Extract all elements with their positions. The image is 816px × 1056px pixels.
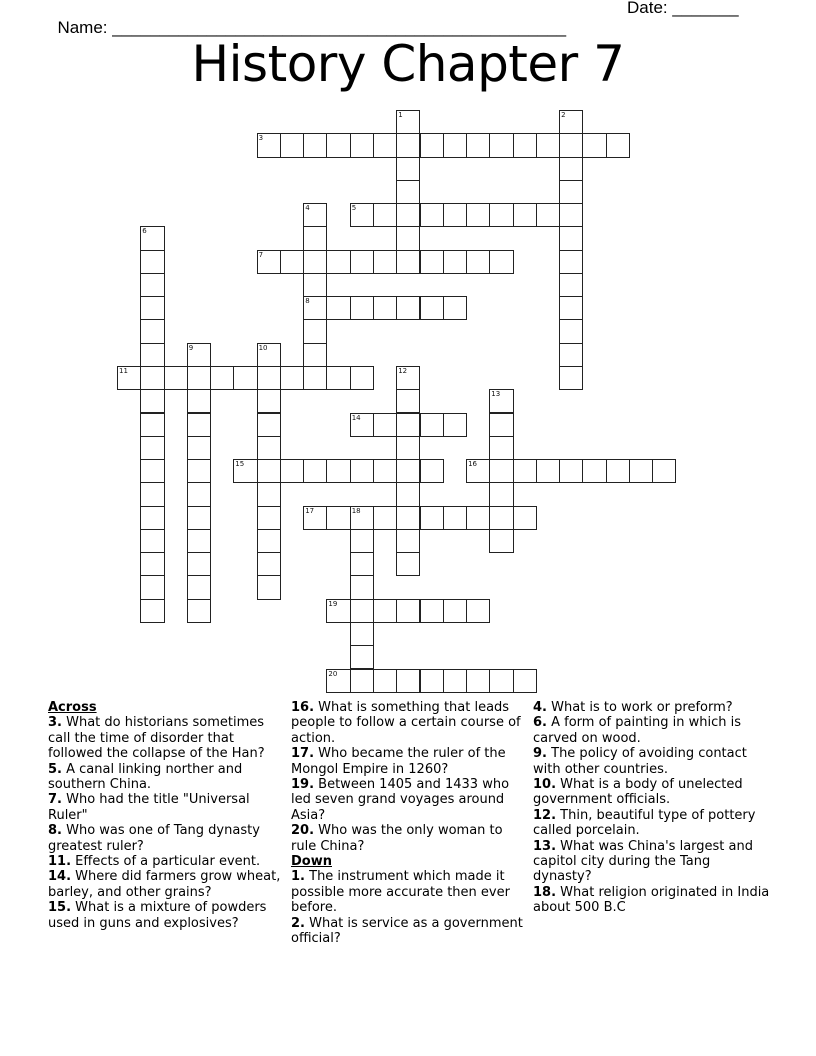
clue-number-label: 7 — [258, 250, 264, 259]
crossword-cell[interactable] — [187, 413, 211, 437]
crossword-cell[interactable] — [396, 389, 420, 413]
crossword-cell[interactable] — [373, 669, 397, 693]
crossword-cell[interactable] — [257, 482, 281, 506]
clue-number: 15. — [48, 900, 72, 916]
crossword-cell[interactable] — [257, 506, 281, 530]
crossword-cell[interactable] — [303, 506, 327, 530]
crossword-cell[interactable] — [303, 203, 327, 227]
crossword-cell[interactable] — [257, 436, 281, 460]
clue-text: What is something that leads people to follow a certain course of action. — [291, 700, 521, 746]
crossword-cell[interactable] — [326, 250, 350, 274]
crossword-cell[interactable] — [559, 250, 583, 274]
clue-down-2 — [291, 916, 529, 947]
crossword-cell[interactable] — [140, 413, 164, 437]
clue-text: Effects of a particular event. — [75, 854, 261, 870]
crossword-cell[interactable] — [443, 203, 467, 227]
crossword-cell[interactable] — [140, 506, 164, 530]
crossword-cell[interactable] — [420, 203, 444, 227]
clue-across-14 — [48, 869, 286, 900]
crossword-cell[interactable] — [140, 575, 164, 599]
clue-text: What is service as a government official? — [291, 915, 523, 947]
crossword-cell[interactable] — [303, 296, 327, 320]
crossword-cell[interactable] — [117, 366, 141, 390]
crossword-cell[interactable] — [257, 413, 281, 437]
crossword-cell[interactable] — [257, 389, 281, 413]
clue-text: Who was one of Tang dynasty greatest ruler? — [48, 823, 260, 854]
clue-across-15 — [48, 900, 286, 931]
clue-text: Between 1405 and 1433 who led seven grand voyages around Asia? — [291, 777, 510, 823]
crossword-cell[interactable] — [373, 296, 397, 320]
clues-column-1 — [48, 700, 286, 931]
crossword-cell[interactable] — [303, 250, 327, 274]
crossword-cell[interactable] — [164, 366, 188, 390]
clue-number: 3. — [48, 715, 62, 731]
crossword-cell[interactable] — [350, 575, 374, 599]
clue-number: 12. — [533, 807, 557, 823]
crossword-cell[interactable] — [559, 459, 583, 483]
clue-number: 20. — [291, 823, 315, 839]
crossword-cell[interactable] — [489, 389, 513, 413]
crossword-cell[interactable] — [257, 366, 281, 390]
crossword-cell[interactable] — [536, 203, 560, 227]
crossword-cell[interactable] — [420, 296, 444, 320]
clue-down-6 — [533, 715, 771, 746]
clue-text: A form of painting in which is carved on wood. — [533, 715, 742, 746]
clue-number-label: 17 — [305, 506, 315, 515]
crossword-cell[interactable] — [350, 203, 374, 227]
crossword-cell[interactable] — [373, 203, 397, 227]
clue-text: The instrument which made it possible more accurate then ever before. — [291, 869, 510, 916]
clue-across-17 — [291, 746, 529, 777]
clue-number: 14. — [48, 869, 72, 885]
crossword-cell[interactable] — [187, 366, 211, 390]
crossword-cell[interactable] — [396, 482, 420, 506]
crossword-cell[interactable] — [466, 133, 490, 157]
page-title: History Chapter 7 — [191, 35, 625, 93]
crossword-cell[interactable] — [350, 250, 374, 274]
crossword-cell[interactable] — [280, 366, 304, 390]
crossword-cell[interactable] — [257, 459, 281, 483]
clue-number: 8. — [48, 823, 62, 839]
crossword-cell[interactable] — [559, 319, 583, 343]
clue-across-5 — [48, 762, 286, 793]
crossword-cell[interactable] — [513, 669, 537, 693]
crossword-cell[interactable] — [466, 599, 490, 623]
crossword-cell[interactable] — [373, 413, 397, 437]
crossword-cell[interactable] — [187, 459, 211, 483]
clue-down-18 — [533, 885, 771, 916]
crossword-cell[interactable] — [396, 203, 420, 227]
clue-number-label: 5 — [351, 204, 357, 213]
crossword-cell[interactable] — [513, 133, 537, 157]
clue-text: A canal linking norther and southern China. — [48, 761, 243, 793]
crossword-cell[interactable] — [466, 250, 490, 274]
crossword-cell[interactable] — [489, 250, 513, 274]
crossword-cell[interactable] — [513, 506, 537, 530]
crossword-cell[interactable] — [420, 669, 444, 693]
clue-number-label: 6 — [142, 227, 147, 236]
crossword-cell[interactable] — [187, 552, 211, 576]
clue-text: Who became the ruler of the Mongol Empire in 1260? — [291, 746, 506, 777]
crossword-cell[interactable] — [443, 296, 467, 320]
crossword-cell[interactable] — [489, 203, 513, 227]
crossword-cell[interactable] — [559, 296, 583, 320]
crossword-cell[interactable] — [187, 575, 211, 599]
crossword-cell[interactable] — [280, 250, 304, 274]
clue-down-9 — [533, 746, 771, 777]
crossword-cell[interactable] — [140, 529, 164, 553]
clue-number-label: 20 — [328, 669, 338, 678]
crossword-cell[interactable] — [280, 133, 304, 157]
crossword-cell[interactable] — [466, 506, 490, 530]
crossword-cell[interactable] — [187, 436, 211, 460]
clue-down-4 — [533, 700, 771, 715]
crossword-cell[interactable] — [420, 599, 444, 623]
crossword-cell[interactable] — [350, 645, 374, 669]
crossword-cell[interactable] — [489, 669, 513, 693]
crossword-cell[interactable] — [373, 133, 397, 157]
crossword-cell[interactable] — [536, 133, 560, 157]
clue-number-label: 11 — [119, 367, 128, 375]
clue-number: 11. — [48, 854, 72, 870]
crossword-cell[interactable] — [326, 296, 350, 320]
down-heading: Down — [291, 854, 332, 870]
crossword-cell[interactable] — [466, 669, 490, 693]
crossword-cell[interactable] — [187, 599, 211, 623]
crossword-cell[interactable] — [420, 250, 444, 274]
crossword-cell[interactable] — [140, 250, 164, 274]
clue-text: What is a body of unelected government officials. — [533, 777, 743, 808]
crossword-cell[interactable] — [326, 506, 350, 530]
crossword-cell[interactable] — [396, 157, 420, 181]
crossword-cell[interactable] — [187, 389, 211, 413]
crossword-cell[interactable] — [373, 459, 397, 483]
crossword-cell[interactable] — [303, 366, 327, 390]
clue-number: 7. — [48, 792, 62, 808]
clue-number-label: 12 — [398, 367, 408, 375]
clue-number-label: 18 — [351, 506, 361, 515]
clue-number-label: 16 — [468, 460, 478, 469]
crossword-cell[interactable] — [443, 250, 467, 274]
crossword-cell[interactable] — [257, 250, 281, 274]
crossword-cell[interactable] — [396, 413, 420, 437]
clue-across-8 — [48, 823, 286, 854]
crossword-cell[interactable] — [559, 157, 583, 181]
crossword-cell[interactable] — [559, 273, 583, 297]
crossword-cell[interactable] — [582, 133, 606, 157]
clue-number-label: 13 — [491, 390, 501, 399]
crossword-cell[interactable] — [559, 343, 583, 367]
crossword-cell[interactable] — [443, 669, 467, 693]
crossword-cell[interactable] — [140, 482, 164, 506]
crossword-cell[interactable] — [350, 459, 374, 483]
clue-number-label: 1 — [398, 111, 403, 119]
clue-across-11 — [48, 854, 286, 869]
crossword-cell[interactable] — [326, 669, 350, 693]
crossword-cell[interactable] — [233, 459, 257, 483]
crossword-cell[interactable] — [396, 250, 420, 274]
crossword-cell[interactable] — [350, 506, 374, 530]
crossword-cell[interactable] — [396, 110, 420, 134]
clue-number-label: 2 — [561, 111, 566, 119]
crossword-cell[interactable] — [396, 552, 420, 576]
clue-number-label: 3 — [258, 134, 264, 143]
crossword-cell[interactable] — [559, 133, 583, 157]
clue-across-20 — [291, 823, 529, 854]
clue-down-10 — [533, 777, 771, 808]
crossword-cell[interactable] — [396, 529, 420, 553]
clue-across-19 — [291, 777, 529, 823]
clue-number-label: 9 — [188, 343, 194, 352]
crossword-cell[interactable] — [396, 506, 420, 530]
crossword-cell[interactable] — [536, 459, 560, 483]
crossword-cell[interactable] — [303, 133, 327, 157]
clue-number: 18. — [533, 884, 557, 900]
crossword-cell[interactable] — [187, 506, 211, 530]
clue-down-13 — [533, 839, 771, 885]
crossword-cell[interactable] — [559, 366, 583, 390]
crossword-cell[interactable] — [466, 203, 490, 227]
crossword-cell[interactable] — [559, 226, 583, 250]
crossword-cell[interactable] — [559, 180, 583, 204]
crossword-cell[interactable] — [513, 203, 537, 227]
crossword-cell[interactable] — [350, 133, 374, 157]
crossword-cell[interactable] — [396, 459, 420, 483]
crossword-cell[interactable] — [396, 436, 420, 460]
crossword-cell[interactable] — [140, 459, 164, 483]
clue-down-1 — [291, 869, 529, 915]
crossword-cell[interactable] — [350, 366, 374, 390]
crossword-cell[interactable] — [233, 366, 257, 390]
clue-number: 13. — [533, 838, 557, 854]
clue-text: Where did farmers grow wheat, barley, and other grains? — [48, 869, 281, 900]
clue-across-16 — [291, 700, 529, 746]
crossword-cell[interactable] — [140, 552, 164, 576]
crossword-cell[interactable] — [489, 529, 513, 553]
clue-across-3 — [48, 715, 286, 761]
crossword-cell[interactable] — [559, 110, 583, 134]
clue-number: 9. — [533, 746, 547, 762]
clue-text: Who had the title "Universal Ruler" — [48, 792, 250, 823]
crossword-cell[interactable] — [489, 482, 513, 506]
crossword-cell[interactable] — [350, 552, 374, 576]
crossword-cell[interactable] — [373, 250, 397, 274]
crossword-cell[interactable] — [303, 273, 327, 297]
crossword-cell[interactable] — [303, 319, 327, 343]
crossword-cell[interactable] — [350, 296, 374, 320]
crossword-cell[interactable] — [140, 273, 164, 297]
clue-text: What is to work or preform? — [551, 700, 733, 715]
clue-number-label: 15 — [235, 460, 245, 469]
clue-number: 17. — [291, 746, 315, 762]
crossword-cell[interactable] — [443, 133, 467, 157]
crossword-cell[interactable] — [350, 622, 374, 646]
crossword-cell[interactable] — [350, 529, 374, 553]
crossword-cell[interactable] — [443, 506, 467, 530]
clue-number-label: 10 — [258, 343, 268, 352]
crossword-cell[interactable] — [303, 459, 327, 483]
crossword-cell[interactable] — [257, 343, 281, 367]
clue-number: 10. — [533, 777, 557, 793]
clue-number: 5. — [48, 761, 62, 777]
crossword-cell[interactable] — [466, 459, 490, 483]
crossword-cell[interactable] — [559, 203, 583, 227]
clues-column-2 — [291, 700, 529, 947]
crossword-cell[interactable] — [606, 459, 630, 483]
crossword-cell[interactable] — [140, 226, 164, 250]
clue-number: 4. — [533, 700, 547, 715]
crossword-cell[interactable] — [187, 343, 211, 367]
crossword-cell[interactable] — [443, 599, 467, 623]
across-heading: Across — [48, 700, 97, 715]
clue-number: 2. — [291, 915, 305, 931]
crossword-cell[interactable] — [420, 506, 444, 530]
crossword-cell[interactable] — [303, 226, 327, 250]
crossword-cell[interactable] — [489, 413, 513, 437]
crossword-cell[interactable] — [326, 366, 350, 390]
crossword-cell[interactable] — [396, 296, 420, 320]
crossword-cell[interactable] — [373, 506, 397, 530]
crossword-cell[interactable] — [489, 133, 513, 157]
crossword-cell[interactable] — [396, 599, 420, 623]
crossword-cell[interactable] — [373, 599, 397, 623]
clue-text: Who was the only woman to rule China? — [291, 823, 503, 854]
clue-number-label: 14 — [351, 413, 361, 422]
clue-number: 6. — [533, 715, 547, 731]
crossword-cell[interactable] — [280, 459, 304, 483]
crossword-cell[interactable] — [257, 575, 281, 599]
crossword-cell[interactable] — [187, 529, 211, 553]
crossword-cell[interactable] — [396, 669, 420, 693]
crossword-cell[interactable] — [140, 343, 164, 367]
crossword-cell[interactable] — [420, 133, 444, 157]
crossword-cell[interactable] — [187, 482, 211, 506]
clue-number: 19. — [291, 777, 315, 793]
clue-number: 16. — [291, 700, 315, 715]
crossword-cell[interactable] — [396, 366, 420, 390]
crossword-cell[interactable] — [652, 459, 676, 483]
clue-number-label: 4 — [305, 204, 310, 213]
crossword-cell[interactable] — [140, 296, 164, 320]
date-field-label[interactable]: Date: _______ — [627, 0, 739, 17]
crossword-cell[interactable] — [326, 459, 350, 483]
clue-text: What is a mixture of powders used in guns and explosives? — [48, 900, 267, 931]
crossword-cell[interactable] — [210, 366, 234, 390]
clue-text: What religion originated in India about 500 B.C — [533, 884, 770, 916]
crossword-cell[interactable] — [420, 413, 444, 437]
crossword-cell[interactable] — [326, 133, 350, 157]
crossword-cell[interactable] — [257, 529, 281, 553]
crossword-cell[interactable] — [257, 133, 281, 157]
crossword-cell[interactable] — [350, 599, 374, 623]
crossword-cell[interactable] — [443, 413, 467, 437]
clue-number-label: 19 — [328, 599, 338, 608]
crossword-cell[interactable] — [396, 180, 420, 204]
clue-text: What was China's largest and capitol city during the Tang dynasty? — [533, 838, 753, 885]
crossword-cell[interactable] — [350, 413, 374, 437]
clue-text: The policy of avoiding contact with other countries. — [533, 746, 747, 777]
crossword-cell[interactable] — [257, 552, 281, 576]
crossword-cell[interactable] — [140, 366, 164, 390]
crossword-cell[interactable] — [629, 459, 653, 483]
crossword-cell[interactable] — [140, 436, 164, 460]
crossword-cell[interactable] — [350, 669, 374, 693]
clue-text: Thin, beautiful type of pottery called porcelain. — [533, 807, 756, 839]
crossword-cell[interactable] — [489, 436, 513, 460]
crossword-cell[interactable] — [396, 226, 420, 250]
clue-text: What do historians sometimes call the time of disorder that followed the collapse of the Han? — [48, 715, 265, 762]
clue-number-label: 8 — [305, 297, 310, 306]
clues-column-3 — [533, 700, 771, 916]
crossword-cell[interactable] — [420, 459, 444, 483]
clue-number: 1. — [291, 869, 305, 885]
crossword-cell[interactable] — [140, 599, 164, 623]
crossword-cell[interactable] — [140, 389, 164, 413]
crossword-cell[interactable] — [582, 459, 606, 483]
crossword-cell[interactable] — [140, 319, 164, 343]
crossword-cell[interactable] — [513, 459, 537, 483]
crossword-cell[interactable] — [303, 343, 327, 367]
crossword-cell[interactable] — [396, 133, 420, 157]
crossword-cell[interactable] — [489, 506, 513, 530]
clue-down-12 — [533, 808, 771, 839]
crossword-cell[interactable] — [489, 459, 513, 483]
clue-across-7 — [48, 792, 286, 823]
crossword-cell[interactable] — [326, 599, 350, 623]
name-field-label[interactable]: Name: ________________________________________________ — [57, 18, 567, 37]
crossword-cell[interactable] — [606, 133, 630, 157]
